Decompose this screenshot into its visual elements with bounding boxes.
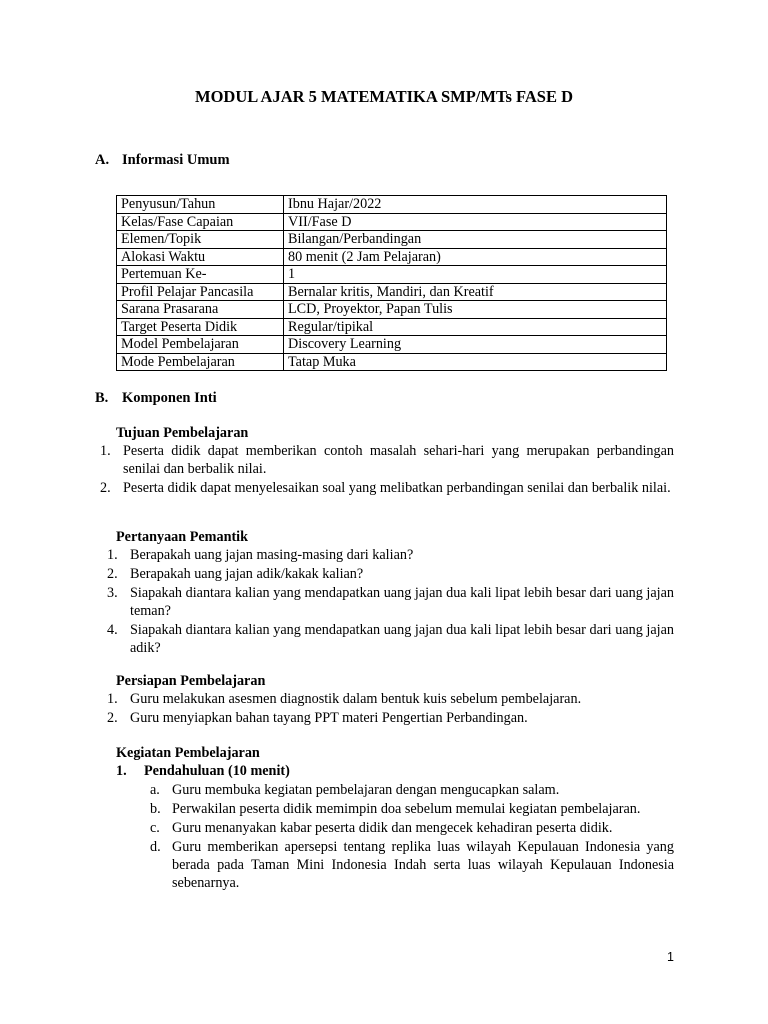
section-a-heading	[95, 151, 230, 169]
list-item: 1. Guru melakukan asesmen diagnostik dalam bentuk kuis sebelum pembelajaran.	[107, 691, 582, 707]
page-number: 1	[667, 950, 674, 964]
list-item: 1. Peserta didik dapat memberikan contoh masalah sehari-hari yang merupakan perbandingan senilai dan berbalik nilai.	[100, 443, 674, 477]
section-b-title: Komponen Inti	[122, 390, 217, 406]
list-item: b. Perwakilan peserta didik memimpin doa sebelum memulai kegiatan pembelajaran.	[150, 801, 641, 817]
tujuan-list	[100, 442, 674, 497]
section-a-title: Informasi Umum	[122, 152, 230, 168]
info-table	[116, 195, 667, 371]
tujuan-block	[100, 424, 674, 498]
table-cell-value: Bernalar kritis, Mandiri, dan Kreatif	[284, 283, 667, 301]
persiapan-list	[100, 690, 674, 727]
kegiatan-list	[116, 781, 674, 892]
table-cell-value: 1	[284, 266, 667, 284]
list-item: c. Guru menanyakan kabar peserta didik dan mengecek kehadiran peserta didik.	[150, 820, 613, 836]
table-row	[117, 301, 667, 319]
list-item: a. Guru membuka kegiatan pembelajaran dengan mengucapkan salam.	[150, 782, 560, 798]
table-cell-key: Profil Pelajar Pancasila	[117, 283, 284, 301]
phase-heading: 1. Pendahuluan (10 menit)	[116, 763, 290, 779]
table-cell-key: Mode Pembelajaran	[117, 353, 284, 371]
table-cell-value: LCD, Proyektor, Papan Tulis	[284, 301, 667, 319]
list-item: 2. Berapakah uang jajan adik/kakak kalian?	[107, 566, 364, 582]
persiapan-block	[107, 672, 674, 728]
tujuan-heading: Tujuan Pembelajaran	[116, 425, 249, 441]
table-cell-key: Alokasi Waktu	[117, 248, 284, 266]
table-cell-value: Bilangan/Perbandingan	[284, 231, 667, 249]
list-item: 2. Peserta didik dapat menyelesaikan soal yang melibatkan perbandingan senilai dan berbalik nilai.	[100, 480, 671, 496]
table-cell-key: Model Pembelajaran	[117, 336, 284, 354]
section-b-letter: B.	[95, 390, 109, 406]
table-cell-value: 80 menit (2 Jam Pelajaran)	[284, 248, 667, 266]
list-item: 1. Berapakah uang jajan masing-masing dari kalian?	[107, 547, 414, 563]
kegiatan-block	[116, 744, 674, 893]
pemantik-block	[107, 528, 674, 658]
table-row	[117, 266, 667, 284]
table-row	[117, 213, 667, 231]
table-row	[117, 196, 667, 214]
table-cell-key: Penyusun/Tahun	[117, 196, 284, 214]
table-cell-key: Pertemuan Ke-	[117, 266, 284, 284]
table-cell-value: Ibnu Hajar/2022	[284, 196, 667, 214]
table-cell-value: Tatap Muka	[284, 353, 667, 371]
pemantik-list	[100, 546, 674, 657]
table-row	[117, 231, 667, 249]
section-a-letter: A.	[95, 152, 110, 168]
document-title: MODUL AJAR 5 MATEMATIKA SMP/MTs FASE D	[195, 87, 573, 106]
section-b-heading	[95, 389, 217, 407]
table-cell-value: Discovery Learning	[284, 336, 667, 354]
table-row	[117, 318, 667, 336]
persiapan-heading: Persiapan Pembelajaran	[116, 673, 266, 689]
list-item: 3. Siapakah diantara kalian yang mendapatkan uang jajan dua kali lipat lebih besar dari uang jajan teman?	[107, 585, 674, 619]
pemantik-heading: Pertanyaan Pemantik	[116, 529, 249, 545]
table-row	[117, 336, 667, 354]
table-cell-value: Regular/tipikal	[284, 318, 667, 336]
kegiatan-heading: Kegiatan Pembelajaran	[116, 745, 260, 761]
table-row	[117, 248, 667, 266]
table-cell-key: Sarana Prasarana	[117, 301, 284, 319]
list-item: 2. Guru menyiapkan bahan tayang PPT materi Pengertian Perbandingan.	[107, 710, 528, 726]
table-cell-value: VII/Fase D	[284, 213, 667, 231]
table-row	[117, 353, 667, 371]
table-row	[117, 283, 667, 301]
list-item: d. Guru memberikan apersepsi tentang replika luas wilayah Kepulauan Indonesia yang berada pada Taman Mini Indonesia Indah serta luas wilayah Kepulauan Indonesia sebenarnya.	[150, 839, 674, 891]
table-cell-key: Kelas/Fase Capaian	[117, 213, 284, 231]
table-cell-key: Target Peserta Didik	[117, 318, 284, 336]
table-cell-key: Elemen/Topik	[117, 231, 284, 249]
list-item: 4. Siapakah diantara kalian yang mendapatkan uang jajan dua kali lipat lebih besar dari uang jajan adik?	[107, 622, 674, 656]
